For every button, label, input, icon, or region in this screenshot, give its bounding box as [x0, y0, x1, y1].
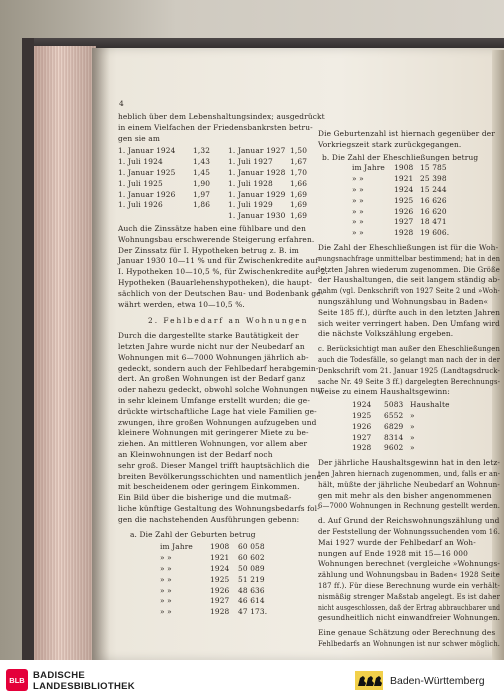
blb-logo-icon[interactable]: BLB	[6, 669, 28, 691]
births-count: 46 614	[238, 596, 265, 606]
text-line: Hypotheken (Bauarlehenshypotheken), die haupt-	[118, 278, 312, 287]
text-line: nungen auf Ende 1928 mit 15—16 000	[318, 548, 468, 558]
text-line: Seite 185 ff.), dürfte auch in den letzten Jahren	[318, 307, 501, 317]
births-count: 60 058	[238, 542, 265, 552]
households-year: 1927	[352, 432, 372, 442]
text-line: Vorkriegszeit stark zurückgegangen.	[318, 139, 462, 149]
marriages-year: 1926	[394, 206, 414, 216]
text-line: d. Auf Grund der Reichswohnungszählung und	[318, 516, 500, 526]
rate-table-cell: 1,32	[193, 146, 211, 156]
text-line: gen sie am	[118, 133, 161, 143]
text-line: c. Berücksichtigt man außer den Eheschließungen	[318, 344, 501, 354]
marriages-year: 1908	[394, 163, 414, 173]
marriages-count: 15 785	[420, 163, 447, 173]
marriages-count: 19 606.	[420, 228, 450, 238]
text-line: Eine genaue Schätzung oder Berechnung des	[318, 628, 496, 638]
text-line: die nächste Volkszählung ergeben.	[318, 329, 454, 339]
births-label: » »	[160, 574, 172, 584]
births-label: » »	[160, 553, 172, 563]
households-year: 1926	[352, 421, 372, 431]
text-line: sehr groß. Dieser Mangel trifft hauptsächlich die	[118, 460, 310, 470]
text-line: gen die nachstehenden Ausführungen gebenn:	[118, 514, 300, 524]
marriages-count: 18 471	[420, 217, 447, 227]
households-count: 8314	[384, 432, 404, 442]
text-line: dert. An großen Wohnungen ist der Bedarf ganz	[118, 374, 306, 384]
book-cover-spine	[22, 38, 34, 660]
text-line: Der Zinssatz für I. Hypotheken betrug z. B. im	[118, 245, 299, 255]
text-line: sächlich von der Deutschen Bau- und Bodenbank ge-	[118, 288, 324, 298]
births-year: 1926	[210, 585, 230, 595]
rate-table-cell: 1,90	[193, 178, 211, 188]
rate-table-cell: 1,43	[193, 157, 211, 167]
births-year: 1921	[210, 553, 230, 563]
rate-table-cell: 1,66	[290, 178, 308, 188]
text-line: der Haushaltungen, die seit langem ständig ab-	[318, 275, 500, 285]
text-line: zwungen, ihre großen Wohnungen aufzugeben und	[118, 417, 317, 427]
marriages-label: » »	[352, 195, 364, 205]
marriages-count: 16 626	[420, 195, 447, 205]
list-heading: a. Die Zahl der Geburten betrug	[130, 529, 256, 539]
births-label: » »	[160, 585, 172, 595]
rate-table-cell: 1,97	[193, 189, 211, 199]
text-line: sache Nr. 49 Seite 3 ff.) dargelegten Berechnungs-	[318, 376, 501, 386]
births-label: » »	[160, 607, 172, 617]
text-line: 187 ff.). Für diese Berechnung wurde ein verhält-	[318, 581, 501, 590]
marriages-label: » »	[352, 185, 364, 194]
text-line: sich weiter verringert haben. Den Umfang wird	[318, 318, 500, 328]
rate-table-cell: 1. Juli 1927	[228, 157, 273, 167]
rate-table-cell: 1,70	[290, 168, 308, 177]
text-line: hält, müßte der jährliche Neubedarf an Wohnun-	[318, 479, 500, 489]
text-line: heblich über dem Lebenshaltungsindex; ausgedrückt	[118, 112, 325, 121]
text-line: nismäßig strenger Maßstab angelegt. Es ist daher	[318, 591, 501, 601]
rate-table-cell: 1,86	[193, 200, 211, 210]
households-count: 6829	[384, 421, 404, 431]
text-line: letzten Jahren wiederum zugenommen. Die Größe	[318, 264, 500, 274]
text-line: währt werden, etwa 10—10,5 %.	[118, 299, 245, 309]
births-label: » »	[160, 564, 172, 573]
text-line: gen mit mehr als den bisher angenommenen	[318, 490, 492, 500]
state-name: Baden-Württemberg	[390, 675, 485, 687]
births-count: 47 173.	[238, 607, 268, 617]
births-count: 50 089	[238, 564, 265, 573]
households-unit: Haushalte	[410, 400, 450, 410]
text-line: letzten Jahre wurde nicht nur der Neubedarf an	[118, 342, 305, 351]
rate-table-cell: 1. Januar 1925	[118, 168, 176, 177]
text-line: I. Hypotheken 10—10,5 %, für Zwischenkredite auf 2.	[118, 267, 328, 277]
households-count: 9602	[384, 443, 404, 453]
section-heading: 2. Fehlbedarf an Wohnungen	[148, 316, 309, 326]
rate-table-cell: 1,69	[290, 189, 308, 199]
text-line: weise zu einem Haushaltsgewinn:	[318, 387, 450, 397]
text-line: Wohnungen mit 6—7000 Wohnungen jährlich ab-	[118, 352, 309, 362]
text-line: kleinere Wohnungen mit geringerer Miete zu be-	[118, 428, 309, 438]
library-name-line-1: BADISCHE	[33, 670, 86, 681]
text-line: gesundheitlich nicht einwandfreier Wohnungen.	[318, 613, 501, 623]
households-year: 1928	[352, 443, 372, 453]
text-line: mit bescheidenem oder geringem Einkommen.	[118, 482, 300, 492]
marriages-label: » »	[352, 228, 364, 238]
text-line: nungszählung und Wohnungsbau in Baden«	[318, 297, 489, 306]
marriages-count: 15 244	[420, 185, 447, 194]
births-label: » »	[160, 596, 172, 606]
text-line: Die Geburtenzahl ist hiernach gegenüber der	[318, 129, 495, 138]
rate-table-cell: 1,50	[290, 146, 308, 156]
text-line: Auch die Zinssätze haben eine fühlbare und den	[118, 224, 306, 233]
gutter-shadow	[92, 48, 110, 660]
rate-table-cell: 1. Juli 1928	[228, 178, 273, 188]
text-line: 6—7000 Wohnungen in Rechnung gestellt werden.	[318, 501, 501, 511]
households-count: 5083	[384, 400, 404, 410]
text-line: Mai 1927 wurde der Fehlbedarf an Woh-	[318, 537, 476, 547]
list-heading: b. Die Zahl der Eheschließungen betrug	[322, 152, 479, 162]
page-edges	[34, 46, 96, 660]
text-line: liche künftige Gestaltung des Wohnungsbedarfs fol-	[118, 504, 320, 513]
rate-table-cell: 1,69	[290, 211, 308, 221]
text-line: Denkschrift vom 21. Januar 1925 (Landtagsdruck-	[318, 365, 500, 375]
baden-wuerttemberg-lions-icon[interactable]	[354, 668, 384, 692]
text-line: ziehen. An mittleren Wohnungen, vor allem aber	[118, 439, 308, 449]
text-line: in sehr kleinem Umfange erstellt wurden; die ge-	[118, 396, 310, 405]
rate-table-cell: 1. Januar 1927	[228, 146, 286, 156]
marriages-year: 1924	[394, 185, 414, 194]
text-line: Wohnungsbau erschwerende Steigerung erfahren.	[118, 234, 315, 244]
rate-table-cell: 1. Januar 1924	[118, 146, 176, 156]
text-line: Fehlbedarfs an Wohnungen ist nur schwer möglich.	[318, 639, 501, 648]
rate-table-cell: 1. Juli 1925	[118, 178, 163, 188]
births-year: 1924	[210, 564, 230, 573]
marriages-count: 25 398	[420, 174, 447, 184]
text-line: in einem Vielfachen der Friedensbankrsten betru-	[118, 122, 313, 132]
births-count: 60 602	[238, 553, 265, 563]
marriages-year: 1928	[394, 228, 414, 238]
households-unit: »	[410, 411, 415, 420]
rate-table-cell: 1,67	[290, 157, 308, 167]
marriages-label: » »	[352, 217, 364, 227]
text-line: auch die Todesfälle, so gelangt man nach der in der	[318, 355, 501, 364]
births-count: 51 219	[238, 574, 265, 584]
text-line: nicht ausgeschlossen, daß der Ertrag abbrauchbarer und	[318, 602, 501, 612]
text-line: Ein Bild über die bisherige und die mutmaß-	[118, 493, 292, 503]
marriages-count: 16 620	[420, 206, 447, 216]
births-year: 1908	[210, 542, 230, 552]
households-count: 6552	[384, 411, 404, 420]
text-line: Januar 1930 10—11 % und für Zwischenkredite auf	[118, 256, 319, 266]
rate-table-cell: 1,45	[193, 168, 211, 177]
households-unit: »	[410, 421, 415, 431]
households-year: 1924	[352, 400, 372, 410]
text-line: breiten Bevölkerungsschichten und namentlich jene	[118, 471, 322, 481]
text-line: an Kleinwohnungen ist der Bedarf noch	[118, 450, 273, 459]
rate-table-cell: 1. Juli 1924	[118, 157, 163, 167]
households-unit: »	[410, 432, 415, 442]
births-label: im Jahre	[160, 542, 193, 552]
births-count: 48 636	[238, 585, 265, 595]
households-year: 1925	[352, 411, 372, 420]
text-line: drückte wirtschaftliche Lage hat viele Familien ge-	[118, 406, 317, 416]
rate-table-cell: 1. Juli 1929	[228, 200, 273, 210]
rate-table-cell: 1. Juli 1926	[118, 200, 163, 210]
text-line: Durch die dargestellte starke Bautätigkeit der	[118, 331, 299, 341]
marriages-year: 1927	[394, 217, 414, 227]
rate-table-cell: 1. Januar 1930	[228, 211, 286, 221]
text-line: Wohnungen berechnet (vergleiche »Wohnungs-	[318, 559, 500, 569]
births-year: 1928	[210, 607, 230, 617]
rate-table-cell: 1. Januar 1929	[228, 189, 286, 199]
households-unit: »	[410, 443, 415, 453]
text-line: der Feststellung der Wohnungssuchenden vom 16.	[318, 527, 501, 536]
text-line: nahm (vgl. Denkschrift von 1927 Seite 2 und »Woh-	[318, 286, 500, 296]
marriages-year: 1925	[394, 195, 414, 205]
text-line: Die Zahl der Eheschließungen ist für die Woh-	[318, 243, 499, 252]
text-line: zählung und Wohnungsbau in Baden« 1928 Seite	[318, 570, 500, 580]
marriages-label: » »	[352, 174, 364, 184]
rate-table-cell: 1. Januar 1926	[118, 189, 176, 199]
page-number: 4	[119, 99, 124, 108]
text-line: Der jährliche Haushaltsgewinn hat in den letz-	[318, 458, 501, 468]
rate-table-cell: 1,69	[290, 200, 308, 210]
marriages-label: im Jahre	[352, 163, 385, 173]
marriages-year: 1921	[394, 174, 414, 184]
text-line: ten Jahren hiernach zugenommen, und, falls er an-	[318, 469, 501, 478]
text-line: oder nahezu gedeckt, obwohl solche Wohnungen nur	[118, 385, 324, 395]
library-name-line-2: LANDESBIBLIOTHEK	[33, 681, 135, 692]
marriages-label: » »	[352, 206, 364, 216]
births-year: 1927	[210, 596, 230, 606]
text-line: nungsnachfrage unmittelbar bestimmend; hat in den	[318, 253, 501, 263]
text-line: gedeckt, sondern auch der Fehlbedarf herabgemin-	[118, 363, 319, 373]
rate-table-cell: 1. Januar 1928	[228, 168, 286, 177]
births-year: 1925	[210, 574, 230, 584]
